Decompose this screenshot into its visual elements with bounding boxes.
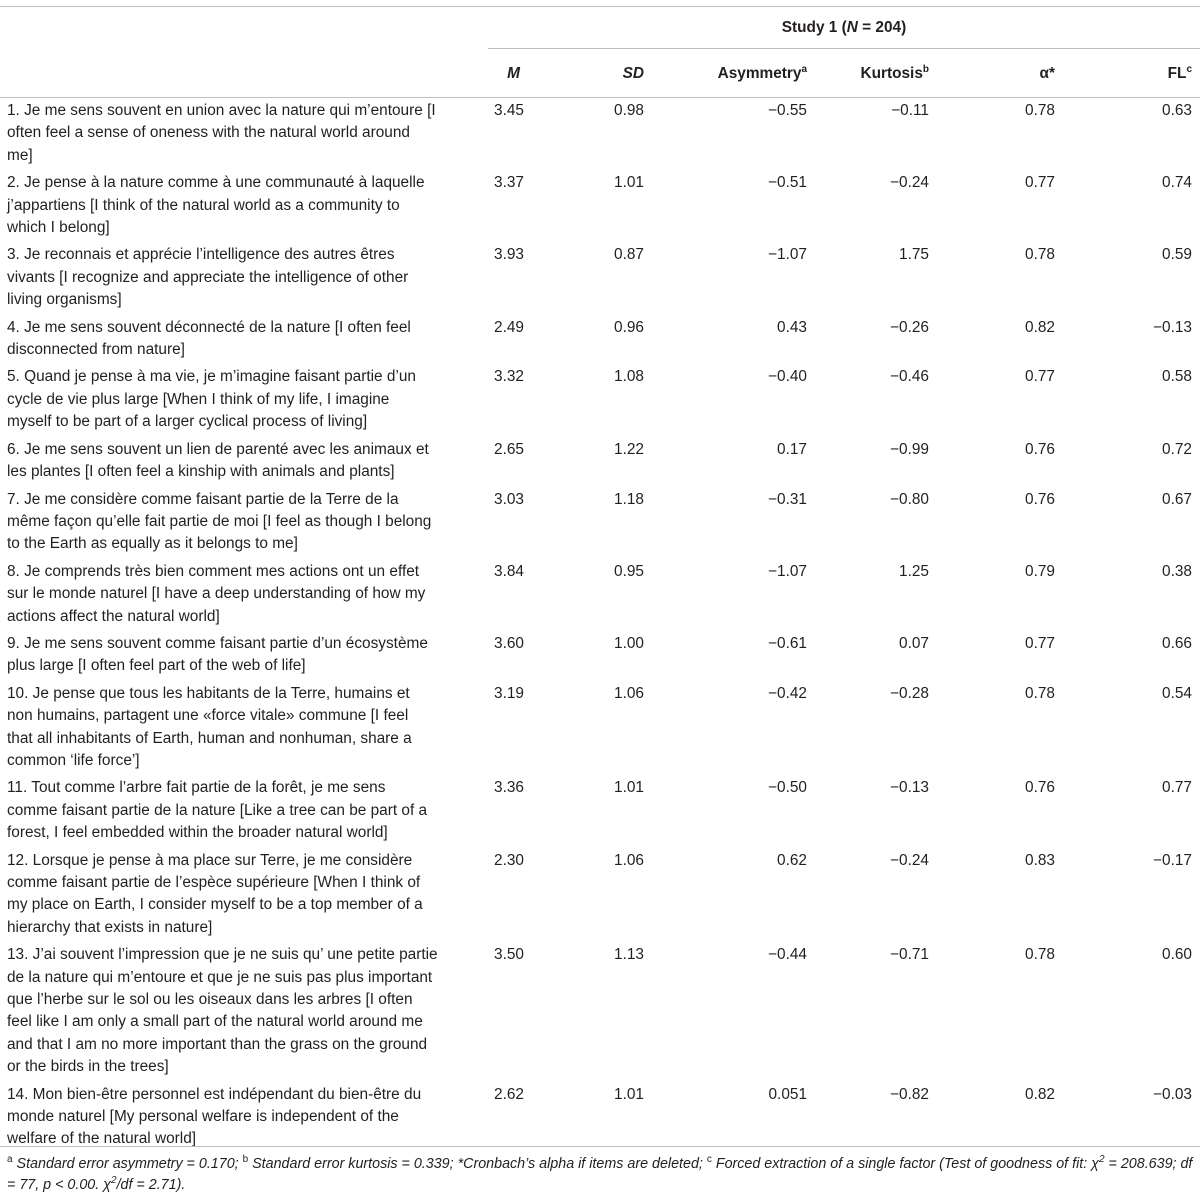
fl-value: 0.38: [1162, 562, 1192, 580]
item-text: 10. Je pense que tous les habitants de la Terre, humains et non humains, partagent une «force vitale» commune [I feel that all inhabitants of Earth, human and nonhuman, share a common ‘life force’]: [7, 684, 412, 769]
item-text: 2. Je pense à la nature comme à une communauté à laquelle j’appartiens [I think of the natural world as a community to which I belong]: [7, 174, 425, 237]
alpha-column-header: α*: [953, 49, 1079, 98]
alpha-value: 0.83: [1025, 851, 1055, 869]
mean-value: 3.45: [494, 102, 524, 119]
sd-value: 0.96: [614, 318, 644, 336]
fl-value: −0.13: [1153, 318, 1192, 336]
footnote-fit-text: = 208.639; df = 77, p < 0.00. χ: [7, 1156, 1193, 1193]
fl-value: 0.74: [1162, 174, 1192, 192]
mean-value: 3.32: [494, 368, 524, 386]
item-text: 4. Je me sens souvent déconnecté de la nature [I often feel disconnected from nature]: [7, 318, 411, 359]
fl-column-header: [1079, 49, 1200, 98]
fl-value: 0.67: [1162, 490, 1192, 508]
asymmetry-value: 0.62: [777, 851, 807, 869]
fl-value: 0.54: [1162, 684, 1192, 702]
footnote-a-text: Standard error asymmetry = 0.170;: [12, 1156, 243, 1172]
asymmetry-value: −0.61: [768, 634, 807, 652]
column-header-row: [0, 49, 1200, 98]
sd-value: 1.18: [614, 490, 644, 508]
footnote-a-mark: a: [7, 1154, 13, 1165]
study-suffix: = 204): [857, 18, 907, 36]
mean-value: 3.84: [494, 562, 524, 580]
table-row: [0, 942, 1200, 1081]
item-text: 9. Je me sens souvent comme faisant partie d’un écosystème plus large [I often feel part of the web of life]: [7, 634, 428, 675]
table-row: [0, 681, 1200, 776]
study-prefix: Study 1 (: [781, 18, 847, 36]
alpha-value: 0.76: [1025, 779, 1055, 797]
kurtosis-column-header: [815, 49, 953, 98]
alpha-value: 0.78: [1025, 946, 1055, 964]
fl-value: 0.60: [1162, 946, 1192, 964]
mean-value: 3.19: [494, 684, 524, 702]
kurtosis-value: −0.24: [890, 851, 929, 869]
sd-value: 1.08: [614, 368, 644, 386]
asymmetry-sup: a: [801, 63, 807, 75]
fl-value: 0.77: [1162, 779, 1192, 797]
asymmetry-value: −0.51: [768, 174, 807, 192]
study-n-symbol: N: [846, 18, 858, 36]
kurtosis-value: −0.13: [890, 779, 929, 797]
fl-sup: c: [1186, 63, 1192, 75]
kurtosis-value: −0.28: [890, 684, 929, 702]
asymmetry-value: 0.051: [768, 1085, 807, 1103]
kurtosis-value: −0.82: [890, 1085, 929, 1103]
asymmetry-value: 0.43: [777, 318, 807, 336]
kurtosis-sup: b: [922, 63, 929, 75]
alpha-value: 0.78: [1025, 684, 1055, 702]
table-row: [0, 631, 1200, 681]
item-text: 1. Je me sens souvent en union avec la nature qui m’entoure [I often feel a sense of oneness with the natural world around me]: [7, 102, 436, 164]
asymmetry-value: 0.17: [777, 440, 807, 458]
alpha-value: 0.76: [1025, 490, 1055, 508]
kurtosis-value: −0.99: [890, 440, 929, 458]
fl-value: 0.63: [1162, 102, 1192, 119]
table-row: [0, 559, 1200, 631]
table-row: [0, 242, 1200, 314]
table-row: [0, 487, 1200, 559]
table-row: [0, 170, 1200, 242]
footnote-c-text: Forced extraction of a single factor (Test of goodness of fit: χ: [711, 1156, 1099, 1172]
mean-value: 2.65: [494, 440, 524, 458]
mean-value: 3.60: [494, 634, 524, 652]
sd-value: 1.06: [614, 684, 644, 702]
item-text: 8. Je comprends très bien comment mes actions ont un effet sur le monde naturel [I have a deep understanding of how my actions affect the natural world]: [7, 562, 426, 625]
mean-value: 3.93: [494, 246, 524, 264]
mean-value: 3.37: [494, 174, 524, 192]
alpha-value: 0.78: [1025, 246, 1055, 264]
fl-value: 0.66: [1162, 634, 1192, 652]
sd-value: 0.98: [614, 102, 644, 119]
table-row: [0, 848, 1200, 943]
table-footnote: [7, 1154, 1197, 1196]
sd-value: 0.87: [614, 246, 644, 264]
sd-column-header: SD: [568, 49, 680, 98]
footnote-chi-exponent: 2: [1099, 1154, 1105, 1165]
fl-value: −0.03: [1153, 1085, 1192, 1103]
sd-value: 1.01: [614, 779, 644, 797]
item-text: 12. Lorsque je pense à ma place sur Terre, je me considère comme faisant partie de l’espèce supérieure [When I think of my place on Earth, I consider myself to be a top member of a hierarchy that exists in nature]: [7, 851, 423, 936]
sd-value: 1.01: [614, 1085, 644, 1103]
bottom-rule: [0, 1146, 1200, 1147]
alpha-value: 0.77: [1025, 174, 1055, 192]
item-text: 6. Je me sens souvent un lien de parenté avec les animaux et les plantes [I often feel a kinship with animals and plants]: [7, 440, 429, 481]
asymmetry-value: −1.07: [768, 246, 807, 264]
table-row: [0, 775, 1200, 847]
asymmetry-value: −0.50: [768, 779, 807, 797]
sd-value: 1.01: [614, 174, 644, 192]
kurtosis-value: 1.75: [899, 246, 929, 264]
kurtosis-value: −0.71: [890, 946, 929, 964]
data-table: [0, 6, 1200, 1154]
alpha-value: 0.77: [1025, 634, 1055, 652]
table-row: [0, 364, 1200, 436]
mean-value: 2.49: [494, 318, 524, 336]
footnote-b-mark: b: [242, 1154, 249, 1165]
mean-value: 3.03: [494, 490, 524, 508]
alpha-value: 0.78: [1025, 102, 1055, 119]
sd-value: 1.06: [614, 851, 644, 869]
study-heading: [488, 7, 1200, 49]
item-text: 3. Je reconnais et apprécie l’intelligence des autres êtres vivants [I recognize and appreciate the intelligence of other living organisms]: [7, 246, 409, 309]
asymmetry-value: −0.40: [768, 368, 807, 386]
footnote-b-text: Standard error kurtosis = 0.339; *Cronbach’s alpha if items are deleted;: [248, 1156, 707, 1172]
asymmetry-column-header: [680, 49, 815, 98]
mean-value: 2.62: [494, 1085, 524, 1103]
asymmetry-value: −0.42: [768, 684, 807, 702]
alpha-value: 0.82: [1025, 1085, 1055, 1103]
fl-label: FL: [1167, 64, 1187, 82]
empty-header-cell: [0, 7, 488, 49]
mean-value: 2.30: [494, 851, 524, 869]
kurtosis-value: −0.11: [891, 102, 929, 119]
table-row: [0, 315, 1200, 365]
table-row: [0, 437, 1200, 487]
mean-value: 3.50: [494, 946, 524, 964]
footnote-chi-exponent-2: 2: [111, 1175, 117, 1186]
fl-value: −0.17: [1153, 851, 1192, 869]
alpha-value: 0.82: [1025, 318, 1055, 336]
kurtosis-value: 1.25: [899, 562, 929, 580]
asymmetry-label: Asymmetry: [717, 64, 802, 82]
study-header-row: [0, 7, 1200, 49]
table-row: [0, 98, 1200, 171]
fl-value: 0.58: [1162, 368, 1192, 386]
item-text: 7. Je me considère comme faisant partie de la Terre de la même façon qu’elle fait partie de moi [I feel as though I belong to the Earth as equally as it belongs to me]: [7, 490, 432, 553]
sd-value: 0.95: [614, 562, 644, 580]
kurtosis-value: −0.24: [890, 174, 929, 192]
item-column-header: [0, 49, 488, 98]
item-text: 11. Tout comme l’arbre fait partie de la forêt, je me sens comme faisant partie de la nature [Like a tree can be part of a forest, I feel embedded within the broader natural world]: [7, 779, 428, 842]
footnote-c-mark: c: [706, 1154, 712, 1165]
asymmetry-value: −0.31: [768, 490, 807, 508]
kurtosis-value: −0.26: [890, 318, 929, 336]
table-row: [0, 1082, 1200, 1154]
mean-value: 3.36: [494, 779, 524, 797]
footnote-ratio-text: /df = 2.71).: [116, 1177, 186, 1193]
sd-value: 1.13: [614, 946, 644, 964]
kurtosis-value: −0.46: [890, 368, 929, 386]
asymmetry-value: −0.55: [768, 102, 807, 119]
sd-value: 1.00: [614, 634, 644, 652]
kurtosis-value: −0.80: [890, 490, 929, 508]
item-text: 5. Quand je pense à ma vie, je m’imagine faisant partie d’un cycle de vie plus large [When I think of my life, I imagine myself to be part of a larger cyclical process of living]: [7, 368, 416, 431]
item-text: 13. J’ai souvent l’impression que je ne suis qu’ une petite partie de la nature qui m’entoure et que je ne suis pas plus important que l’herbe sur le sol ou les oiseaux dans les arbres [I often feel like I am only a small part of the natural world around me and that I am no more important than the grass on the ground or the birds in the trees]: [7, 946, 438, 1076]
asymmetry-value: −0.44: [768, 946, 807, 964]
kurtosis-label: Kurtosis: [860, 64, 923, 82]
alpha-value: 0.79: [1025, 562, 1055, 580]
kurtosis-value: 0.07: [899, 634, 929, 652]
fl-value: 0.72: [1162, 440, 1192, 458]
sd-value: 1.22: [614, 440, 644, 458]
alpha-value: 0.77: [1025, 368, 1055, 386]
item-text: 14. Mon bien-être personnel est indépendant du bien-être du monde naturel [My personal welfare is independent of the welfare of the natural world]: [7, 1085, 422, 1148]
table-body: [0, 98, 1200, 1154]
mean-column-header: M: [488, 49, 568, 98]
asymmetry-value: −1.07: [768, 562, 807, 580]
alpha-value: 0.76: [1025, 440, 1055, 458]
fl-value: 0.59: [1162, 246, 1192, 264]
